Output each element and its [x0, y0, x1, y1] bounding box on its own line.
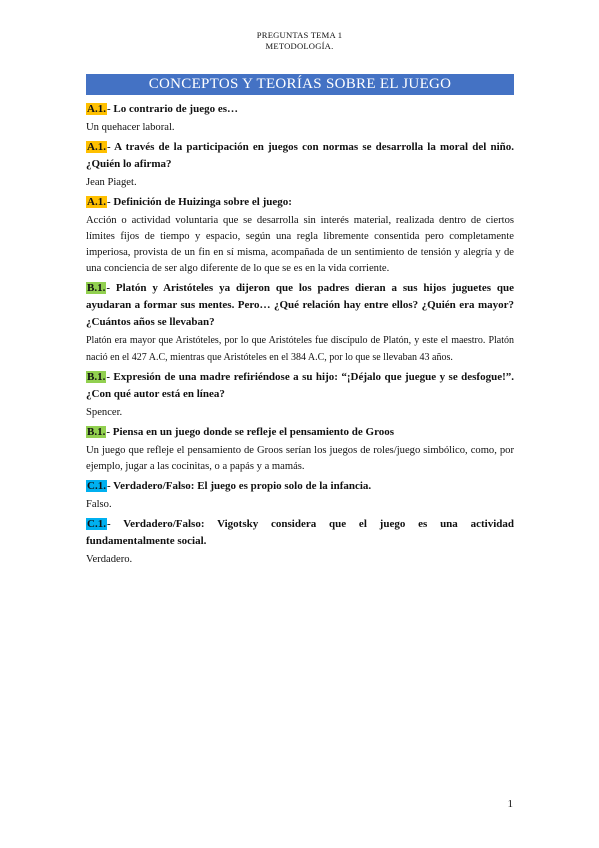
question	[86, 369, 514, 403]
answer: Platón era mayor que Aristóteles, por lo que Aristóteles fue discípulo de Platón, y este el maestro. Platón nació en el 427 A.C, mientras que Aristóteles en el 384 A.C, por lo que se llevaban 43 años.	[86, 335, 514, 363]
page-header	[0, 30, 599, 51]
qa-item	[86, 516, 514, 568]
question	[86, 478, 514, 495]
question	[86, 139, 514, 173]
answer: Jean Piaget.	[86, 177, 137, 188]
question	[86, 516, 514, 550]
question-text: - Platón y Aristóteles ya dijeron que los padres dieran a sus hijos juguetes que ayudaran a formar sus mentes. Pero… ¿Qué relación hay entre ellos? ¿Quién era mayor? ¿Cuántos años se llevaban?	[86, 282, 514, 328]
qa-list	[86, 98, 514, 570]
question-text: - Lo contrario de juego es…	[106, 103, 239, 115]
qa-item	[86, 139, 514, 191]
question-tag: C.1.	[87, 480, 106, 493]
section-title-banner: CONCEPTOS Y TEORÍAS SOBRE EL JUEGO	[86, 74, 514, 95]
qa-item	[86, 194, 514, 277]
page-number: 1	[507, 798, 513, 810]
answer: Spencer.	[86, 407, 123, 419]
answer: Acción o actividad voluntaria que se desarrolla sin interés material, realizada dentro de ciertos límites fijos de tiempo y espacio, según una regla libremente consentida pero completamente imperiosa, provista de un fin en sí misma, acompañada de un sentimiento de tensión y alegría y de una conciencia de ser algo diferente de lo que se es en la vida corriente.	[86, 215, 514, 274]
question-text: - Expresión de una madre refiriéndose a su hijo: “¡Déjalo que juegue y se desfogue!”. ¿Con qué autor está en línea?	[86, 371, 514, 401]
question-tag: B.1.	[87, 371, 106, 384]
question-tag: A.1.	[87, 141, 106, 153]
question-text: - Definición de Huizinga sobre el juego:	[106, 196, 292, 208]
question-tag: B.1.	[87, 426, 106, 439]
question	[86, 194, 514, 211]
qa-item	[86, 369, 514, 421]
question-tag: A.1.	[87, 196, 106, 208]
question	[86, 424, 514, 441]
question	[86, 101, 514, 118]
qa-item	[86, 478, 514, 513]
qa-item	[86, 101, 514, 136]
question-tag: A.1.	[87, 103, 106, 115]
question	[86, 280, 514, 331]
answer: Falso.	[86, 499, 112, 511]
question-text: - Verdadero/Falso: El juego es propio solo de la infancia.	[106, 480, 372, 493]
answer: Verdadero.	[86, 554, 133, 566]
header-line-1: PREGUNTAS TEMA 1	[256, 30, 343, 40]
answer: Un quehacer laboral.	[86, 122, 175, 133]
question-text: - Verdadero/Falso: Vigotsky considera que el juego es una actividad fundamentalmente social.	[86, 518, 514, 548]
question-text: - Piensa en un juego donde se refleje el pensamiento de Groos	[106, 426, 395, 439]
qa-item	[86, 424, 514, 475]
question-tag: B.1.	[87, 282, 106, 294]
question-text: - A través de la participación en juegos con normas se desarrolla la moral del niño. ¿Quién lo afirma?	[86, 141, 514, 170]
answer: Un juego que refleje el pensamiento de Groos serían los juegos de roles/juego simbólico, como, por ejemplo, jugar a las cocinitas, o a papás y a mamás.	[86, 445, 514, 473]
qa-item	[86, 280, 514, 366]
question-tag: C.1.	[87, 518, 106, 531]
header-line-2: METODOLOGÍA.	[265, 40, 334, 51]
